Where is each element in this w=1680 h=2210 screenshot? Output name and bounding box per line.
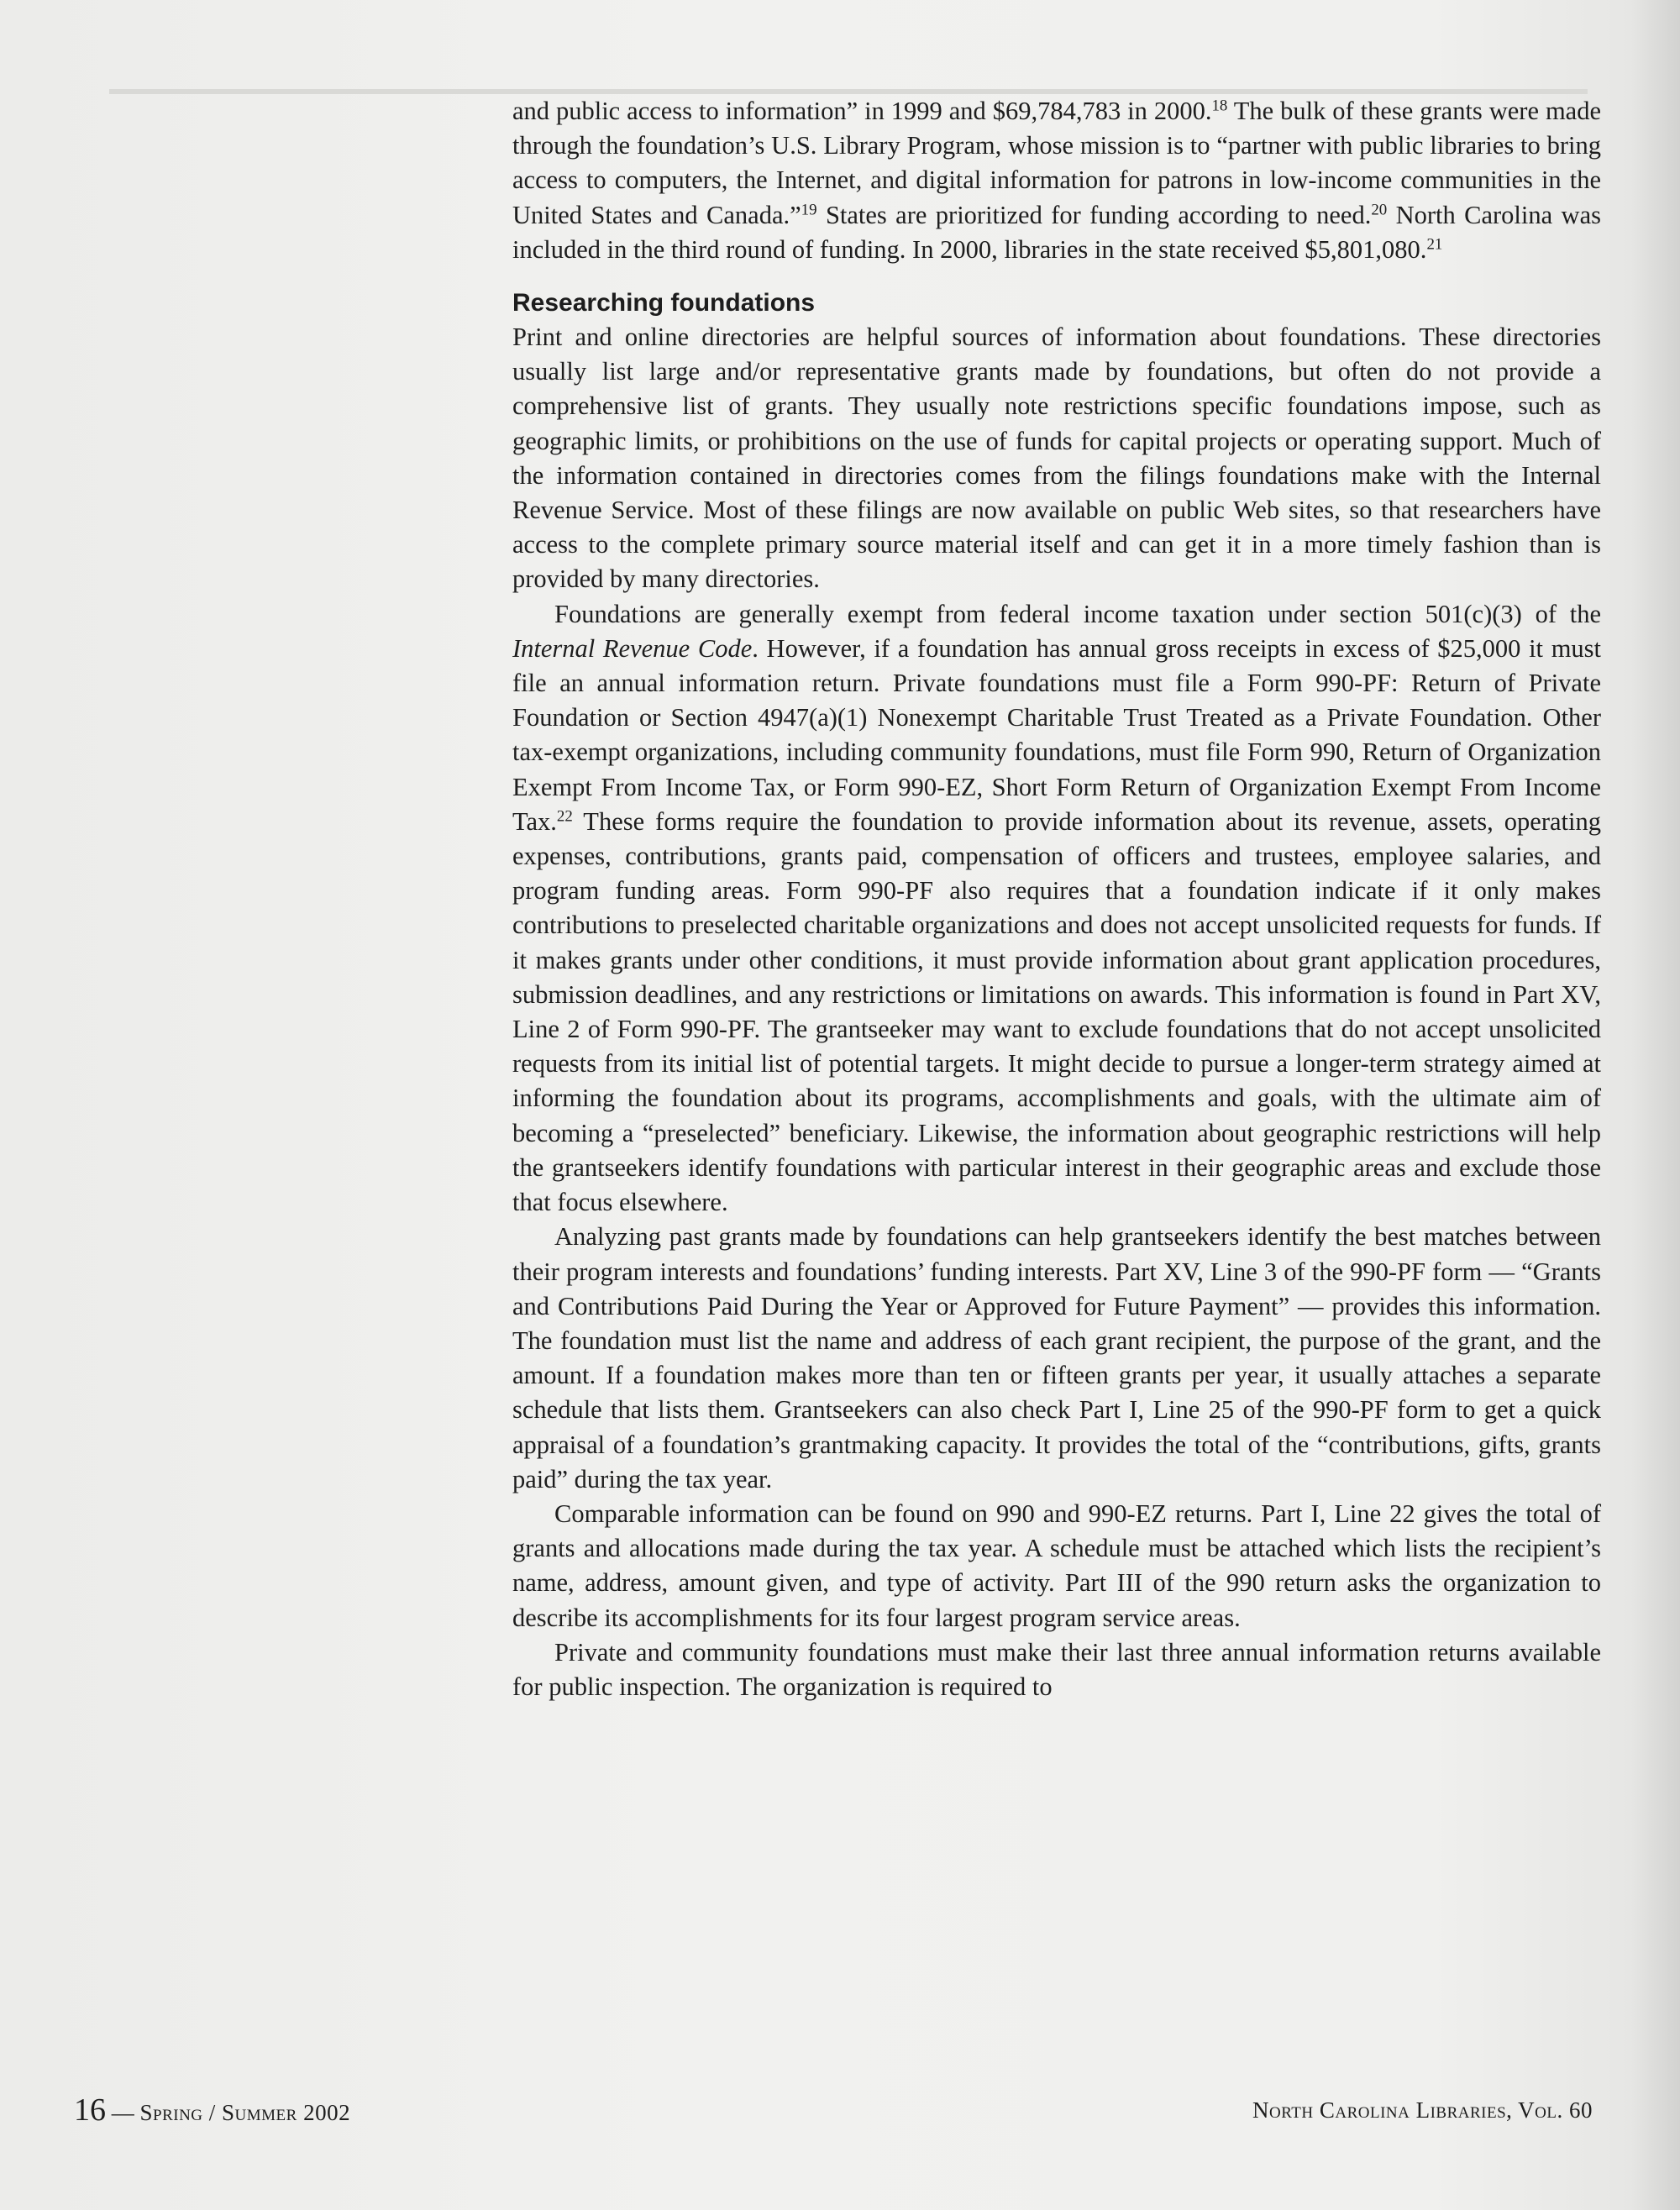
footer-dash: — <box>111 2100 134 2125</box>
page-number: 16 <box>74 2092 106 2128</box>
body-paragraph <box>512 597 1601 1220</box>
text-run: Private and community foundations must make their last three annual information returns available for public inspection. The organization is required to <box>512 1637 1601 1701</box>
text-run: Comparable information can be found on 990 and 990-EZ returns. Part I, Line 22 gives the total of grants and allocations made during the tax year. A schedule must be attached which lists the recipient’s name, address, amount given, and type of activity. Part III of the 990 return asks the organization to describe its accomplishments for its four largest program service areas. <box>512 1499 1601 1632</box>
text-run: The bulk of these grants were made through the foundation’s U.S. Library Program, whose mission is to “partner with public libraries to bring access to computers, the Internet, and digital information for patrons in low-income communities in the United States and Canada.” <box>512 97 1601 229</box>
body-paragraph <box>512 320 1601 597</box>
footnote-marker: 20 <box>1371 201 1388 219</box>
issue-label: Spring / Summer 2002 <box>139 2100 351 2125</box>
italic-text: Internal Revenue Code <box>512 633 753 663</box>
journal-title: North Carolina Libraries, Vol. 60 <box>1252 2097 1593 2123</box>
footnote-marker: 21 <box>1426 235 1443 254</box>
footnote-marker: 18 <box>1211 97 1228 115</box>
text-run: North Carolina was included in the third round of funding. In 2000, libraries in the state received $5,801,080. <box>512 200 1601 264</box>
text-run: . However, if a foundation has annual gross receipts in excess of $25,000 it must file an annual information return. Private foundations must file a Form 990-PF: Return of Private Foundation or Section 4947(a)(1) Nonexempt Charitable Trust Treated as a Private Foundation. Other tax-exempt organizations, including community foundations, must file Form 990, Return of Organization Exempt From Income Tax, or Form 990-EZ, Short Form Return of Organization Exempt From Income Tax. <box>512 633 1602 836</box>
body-paragraph <box>512 1635 1601 1704</box>
body-paragraph <box>512 94 1601 267</box>
text-run: These forms require the foundation to provide information about its revenue, assets, operating expenses, contributions, grants paid, compensation of officers and trustees, employee salaries, and program funding areas. Form 990-PF also requires that a foundation indicate if it only makes contributions to preselected charitable organizations and does not accept unsolicited requests for funds. If it makes grants under other conditions, it must provide information about grant application procedures, submission deadlines, and any restrictions or limitations on awards. This information is found in Part XV, Line 2 of Form 990-PF. The grantseeker may want to exclude foundations that do not accept unsolicited requests from its initial list of potential targets. It might decide to pursue a longer-term strategy aimed at informing the foundation about its programs, accomplishments and goals, with the ultimate aim of becoming a “preselected” beneficiary. Likewise, the information about geographic restrictions will help the grantseekers identify foundations with particular interest in their geographic areas and exclude those that focus elsewhere. <box>512 806 1601 1217</box>
section-heading: Researching foundations <box>512 289 816 318</box>
footnote-marker: 22 <box>556 807 573 826</box>
body-paragraph <box>512 1220 1601 1497</box>
text-run: States are prioritized for funding according to need. <box>816 200 1372 229</box>
article-body <box>512 94 1601 1704</box>
text-run: and public access to information” in 1999 and $69,784,783 in 2000. <box>512 97 1212 125</box>
page-edge-shadow <box>1630 0 1680 2210</box>
page-footer-left <box>74 2092 350 2129</box>
text-run: Analyzing past grants made by foundations can help grantseekers identify the best matches between their program interests and foundations’ funding interests. Part XV, Line 3 of the 990-PF form — “Grants and Contributions Paid During the Year or Approved for Future Payment” — provides this information. The foundation must list the name and address of each grant recipient, the purpose of the grant, and the amount. If a foundation makes more than ten or fifteen grants per year, it usually attaches a separate schedule that lists them. Grantseekers can also check Part I, Line 25 of the 990-PF form to get a quick appraisal of a foundation’s grantmaking capacity. It provides the total of the “contributions, gifts, grants paid” during the tax year. <box>512 1222 1601 1493</box>
body-paragraph <box>512 1497 1601 1635</box>
footnote-marker: 19 <box>801 201 817 219</box>
text-run: Foundations are generally exempt from federal income taxation under section 501(c)(3) of the <box>554 599 1601 628</box>
text-run: Print and online directories are helpful sources of information about foundations. These directories usually list large and/or representative grants made by foundations, but often do not provide a comprehensive list of grants. They usually note restrictions specific foundations impose, such as geographic limits, or prohibitions on the use of funds for capital projects or operating support. Much of the information contained in directories comes from the filings foundations make with the Internal Revenue Service. Most of these filings are now available on public Web sites, so that researchers have access to the complete primary source material itself and can get it in a more timely fashion than is provided by many directories. <box>512 323 1601 594</box>
